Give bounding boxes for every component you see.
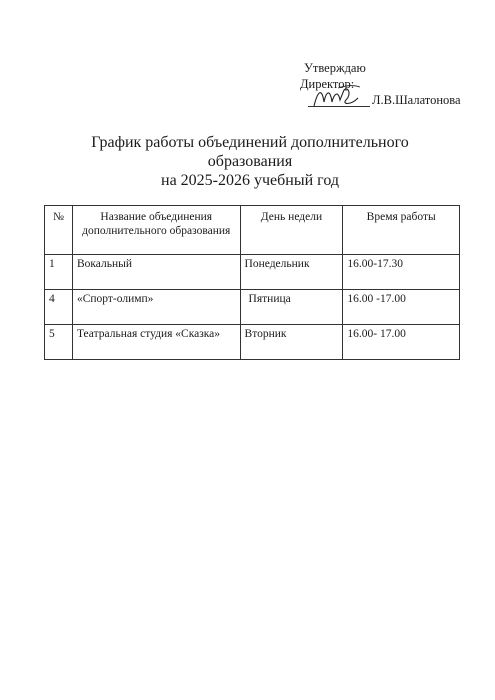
cell-number: 1 (45, 255, 73, 290)
title-line-2: образования (207, 153, 293, 170)
cell-name: Вокальный (72, 255, 240, 290)
cell-day: Понедельник (240, 255, 343, 290)
title-line-3: на 2025-2026 учебный год (161, 172, 339, 189)
cell-day: Пятница (240, 290, 343, 325)
cell-name: «Спорт-олимп» (72, 290, 240, 325)
table-row (45, 255, 460, 290)
schedule-table (44, 205, 460, 360)
header-number: № (45, 206, 73, 255)
table-header-row (45, 206, 460, 255)
table-row (45, 325, 460, 360)
cell-name: Театральная студия «Сказка» (72, 325, 240, 360)
document-title (40, 133, 460, 190)
cell-time: 16.00 -17.00 (343, 290, 460, 325)
table-row (45, 290, 460, 325)
cell-day: Вторник (240, 325, 343, 360)
approve-label: Утверждаю (304, 61, 366, 75)
signature-graphic (308, 84, 368, 110)
director-name: Л.В.Шалатонова (372, 93, 461, 107)
signature-row (300, 92, 490, 112)
cell-number: 4 (45, 290, 73, 325)
cell-number: 5 (45, 325, 73, 360)
header-name: Название объединения дополнительного образования (72, 206, 240, 255)
position-label: Директор: (300, 77, 355, 91)
cell-time: 16.00- 17.00 (343, 325, 460, 360)
header-time: Время работы (343, 206, 460, 255)
title-line-1: График работы объединений дополнительного (91, 134, 409, 151)
header-day: День недели (240, 206, 343, 255)
cell-time: 16.00-17.30 (343, 255, 460, 290)
